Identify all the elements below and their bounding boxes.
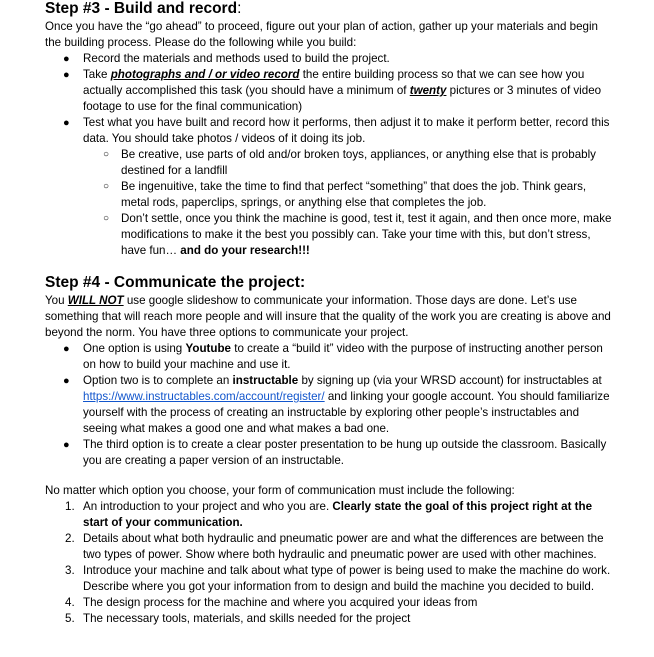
requirements-intro: No matter which option you choose, your form of communication must include the following: xyxy=(45,484,515,497)
number-marker: 2. xyxy=(65,532,75,545)
bullet-marker: ● xyxy=(63,343,70,355)
document-content xyxy=(45,0,615,627)
number-marker: 4. xyxy=(65,596,75,609)
bullet-marker: ● xyxy=(63,69,70,81)
circle-marker: ○ xyxy=(103,181,110,192)
list-item: ○ Be ingenuitive, take the time to find that perfect “something” that does the job. Think gears, metal rods, paperclips, springs, or anything else that completes the job. xyxy=(103,180,587,209)
step3-sub-list xyxy=(83,147,615,259)
step3-bullet-list xyxy=(45,51,615,259)
bullet-marker: ● xyxy=(63,117,70,129)
instructables-register-link[interactable]: https://www.instructables.com/account/register/ xyxy=(83,390,325,403)
list-item: 1. An introduction to your project and who you are. Clearly state the goal of this project right at the start of your communication. xyxy=(65,500,593,529)
bullet-marker: ● xyxy=(63,375,70,387)
step3-heading: Step #3 - Build and record: xyxy=(45,0,242,17)
list-item: ● One option is using Youtube to create a “build it” video with the purpose of instructing another person on how to build your machine and use it. xyxy=(63,342,603,371)
number-marker: 1. xyxy=(65,500,75,513)
list-item: ● Test what you have built and record how it performs, then adjust it to make it perform better, record this data. You should take photos / videos of it doing its job. ○ Be creative, use parts of old and/or broken toys, appliances, or anything else that is probably destined for a landfill ○ Be ingenuitive, take the time to find that perfect “something” that does the job. Think gears, metal rods, paperclips, springs, or anything else that completes the job. ○ Don’t settle, once you think the machine is good, test it, test it again, and then once more, make modifications to make it the best you possibly can. Take your time with this, but don’t stress, have fun… and do your research!!! xyxy=(45,115,615,259)
list-item: ● Option two is to complete an instructable by signing up (via your WRSD account) for instructables at https://www.instructables.com/account/register/ and linking your google account. You should familiarize yourself with the process of creating an instructable by exploring other people’s instructables and seeing what makes a good one and what makes a bad one. xyxy=(63,374,610,435)
list-item: ○ Be creative, use parts of old and/or broken toys, appliances, or anything else that is probably destined for a landfill xyxy=(103,148,596,177)
list-item: ● Record the materials and methods used to build the project. xyxy=(63,52,390,65)
list-item: 3. Introduce your machine and talk about what type of power is being used to make the machine do work. Describe where you got your information from to design and build the machine you decided to build. xyxy=(65,564,611,593)
number-marker: 5. xyxy=(65,612,75,625)
number-marker: 3. xyxy=(65,564,75,577)
list-item: 5. The necessary tools, materials, and skills needed for the project xyxy=(65,612,411,625)
list-item: 2. Details about what both hydraulic and pneumatic power are and what the differences are between the two types of power. Show where both hydraulic and pneumatic power are used with other machines. xyxy=(65,532,604,561)
bullet-marker: ● xyxy=(63,53,70,65)
list-item: ● The third option is to create a clear poster presentation to be hung up outside the classroom. Basically you are creating a paper version of an instructable. xyxy=(63,438,607,467)
step4-intro: You WILL NOT use google slideshow to communicate your information. Those days are done. Let’s use something that will reach more people and will insure that the quality of the work you are creating is above and beyond the norm. You have three options to communicate your project. xyxy=(45,294,611,339)
step4-options-list xyxy=(45,341,615,469)
list-item: ● Take photographs and / or video record the entire building process so that we can see how you actually accomplished this task (you should have a minimum of twenty pictures or 3 minutes of video footage to use for the final communication) xyxy=(63,68,602,113)
step4-heading: Step #4 - Communicate the project: xyxy=(45,274,306,291)
list-item: ○ Don’t settle, once you think the machine is good, test it, test it again, and then once more, make modifications to make it the best you possibly can. Take your time with this, but don’t stress, have fun… and do your research!!! xyxy=(103,212,612,257)
circle-marker: ○ xyxy=(103,213,110,224)
list-item: 4. The design process for the machine and where you acquired your ideas from xyxy=(65,596,478,609)
bullet-marker: ● xyxy=(63,439,70,451)
circle-marker: ○ xyxy=(103,149,110,160)
step3-intro: Once you have the “go ahead” to proceed, figure out your plan of action, gather up your materials and begin the building process. Please do the following while you build: xyxy=(45,20,598,49)
requirements-list xyxy=(45,499,615,627)
